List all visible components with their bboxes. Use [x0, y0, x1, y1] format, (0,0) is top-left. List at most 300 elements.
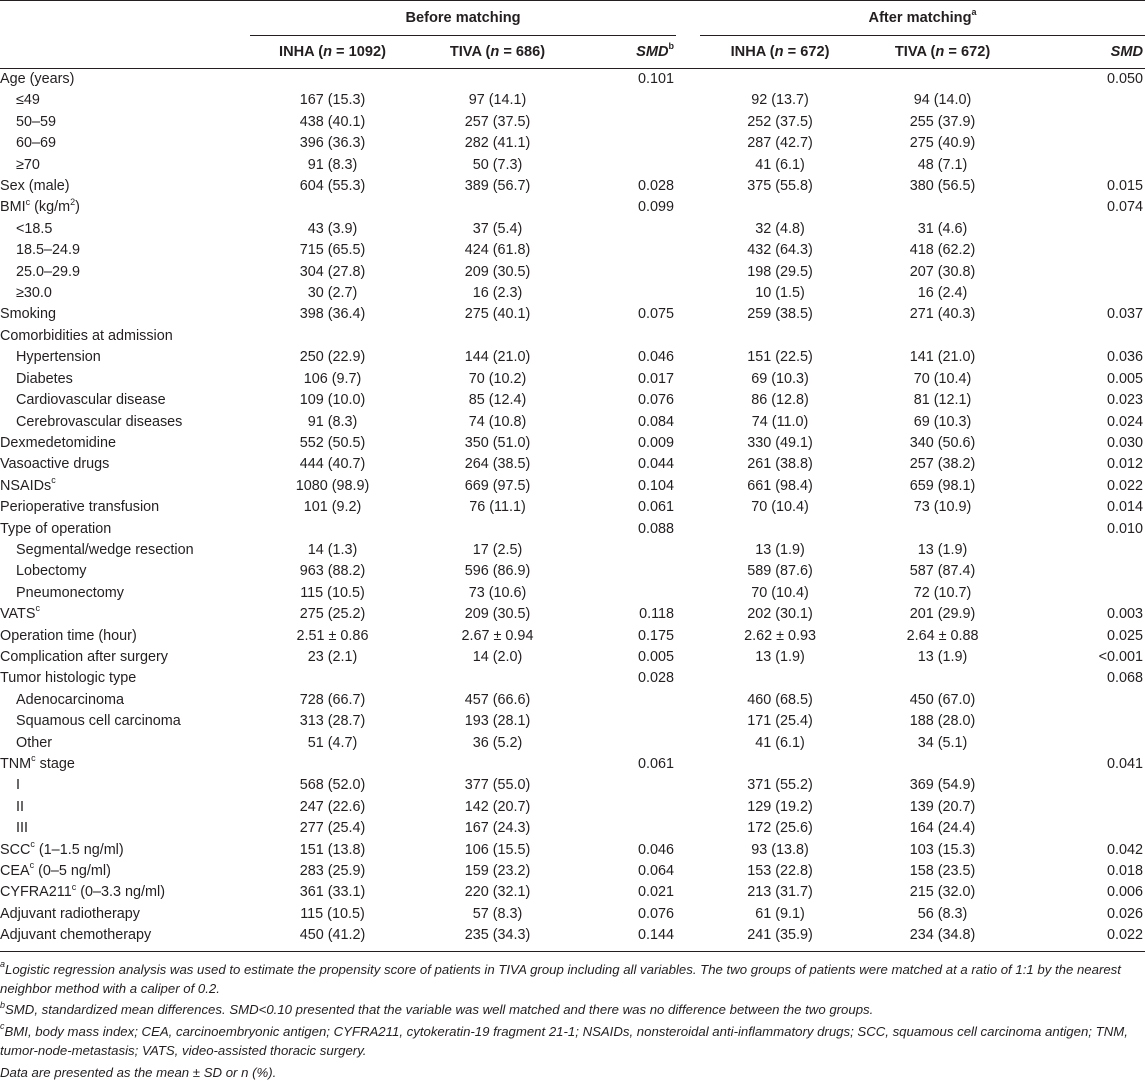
table-row — [0, 304, 1145, 325]
inha-after-cell: 70 (10.4) — [751, 584, 809, 601]
tiva-after-cell: 73 (10.9) — [913, 499, 972, 516]
inha-after-cell — [700, 326, 860, 347]
gap-cell — [676, 775, 700, 796]
tiva-after-cell: 13 (1.9) — [917, 648, 968, 665]
row-label: Cerebrovascular diseases — [16, 413, 183, 430]
tiva-after-cell: 31 (4.6) — [917, 220, 968, 237]
row-label: Diabetes — [16, 370, 73, 387]
inha-before-cell: 728 (66.7) — [299, 691, 366, 708]
table-row — [0, 647, 1145, 668]
smd-after-cell: 0.010 — [1107, 520, 1144, 537]
smd-before-cell — [580, 283, 676, 304]
inha-before-cell: 552 (50.5) — [299, 434, 366, 451]
table-row — [0, 283, 1145, 304]
tiva-after-cell: 158 (23.5) — [909, 863, 976, 880]
inha-after-cell: 371 (55.2) — [747, 777, 813, 794]
inha-after-cell: 32 (4.8) — [755, 220, 805, 237]
tiva-after-cell — [860, 197, 1025, 218]
tiva-after-cell: 257 (38.2) — [909, 456, 976, 473]
gap-cell — [676, 133, 700, 154]
row-label: Squamous cell carcinoma — [16, 713, 181, 730]
inha-after-cell: 198 (29.5) — [747, 263, 813, 280]
tiva-before-cell: 596 (86.9) — [464, 563, 531, 580]
smd-after-cell — [1025, 540, 1145, 561]
tiva-after-cell: 70 (10.4) — [913, 370, 972, 387]
inha-before-cell — [250, 668, 415, 689]
smd-before-cell — [580, 112, 676, 133]
tiva-before-cell: 144 (21.0) — [464, 349, 531, 366]
row-label: 60–69 — [16, 135, 57, 152]
tiva-before-cell: 85 (12.4) — [468, 392, 527, 409]
smd-before-cell: 0.118 — [639, 606, 675, 623]
tiva-before-cell: 17 (2.5) — [472, 541, 523, 558]
row-label: VATS$^c$ — [0, 603, 40, 623]
smd-after-cell: 0.042 — [1107, 841, 1144, 858]
inha-after-cell: 61 (9.1) — [755, 905, 805, 922]
inha-before-cell: 715 (65.5) — [299, 242, 366, 259]
inha-after-cell: 69 (10.3) — [751, 370, 809, 387]
smd-after-cell: 0.024 — [1107, 413, 1144, 430]
row-label: Adjuvant radiotherapy — [0, 905, 140, 922]
row-label: ≥70 — [16, 156, 40, 173]
smd-before-cell: 0.064 — [638, 863, 675, 880]
row-label: Tumor histologic type — [0, 670, 137, 687]
smd-before-cell: 0.076 — [638, 905, 675, 922]
smd-after-cell: 0.041 — [1107, 756, 1144, 772]
tiva-before-cell: 220 (32.1) — [464, 884, 531, 901]
row-label: Segmental/wedge resection — [16, 541, 194, 558]
row-label: Cardiovascular disease — [16, 392, 166, 409]
column-header-row — [0, 36, 1145, 69]
smd-before-cell: 0.104 — [638, 477, 675, 494]
inha-before-cell: 568 (52.0) — [299, 777, 366, 794]
before-matching-header — [250, 1, 676, 36]
inha-after-cell: 74 (11.0) — [751, 413, 809, 430]
row-label: Dexmedetomidine — [0, 434, 116, 451]
inha-before-cell: 91 (8.3) — [307, 413, 358, 430]
table-row — [0, 561, 1145, 582]
row-label: Hypertension — [16, 349, 101, 366]
tiva-after-cell: 81 (12.1) — [913, 392, 972, 409]
row-label: II — [16, 798, 24, 815]
table-row — [0, 668, 1145, 689]
inha-before-cell: 14 (1.3) — [307, 541, 358, 558]
table-row — [0, 626, 1145, 647]
smd-after-cell: 0.036 — [1107, 349, 1144, 366]
inha-before-cell: 247 (22.6) — [299, 798, 366, 815]
row-label: SCC$^c$ (1–1.5 ng/ml) — [0, 838, 124, 858]
inha-before-cell: 361 (33.1) — [299, 884, 366, 901]
gap-cell — [676, 861, 700, 882]
tiva-before-cell: 257 (37.5) — [464, 113, 531, 130]
after-matching-label: After matching — [868, 10, 972, 26]
gap-cell — [676, 326, 700, 347]
row-label: ≥30.0 — [16, 285, 52, 302]
smd-after-cell — [1025, 711, 1145, 732]
inha-before-cell — [250, 326, 415, 347]
gap-cell — [676, 540, 700, 561]
tiva-after-cell — [860, 754, 1025, 775]
table-row — [0, 347, 1145, 368]
row-label: BMI$^c$ $(kg/m^2)$ — [0, 196, 80, 216]
smd-after-cell: 0.026 — [1107, 905, 1144, 922]
inha-after-cell — [700, 668, 860, 689]
row-label: CEA$^c$ (0–5 ng/ml) — [0, 860, 111, 880]
tiva-before-cell: 73 (10.6) — [468, 584, 527, 601]
smd-before-cell: 0.009 — [638, 434, 675, 451]
smd-before-cell — [580, 583, 676, 604]
smd-before-cell: 0.076 — [638, 392, 675, 409]
row-label: <18.5 — [16, 220, 53, 237]
smd-before-cell: 0.144 — [580, 925, 676, 951]
smd-before-cell: 0.005 — [638, 648, 675, 665]
smd-before-cell: 0.084 — [638, 413, 675, 430]
gap-cell — [676, 262, 700, 283]
inha-after-cell: 259 (38.5) — [747, 306, 813, 323]
table-row — [0, 155, 1145, 176]
tiva-before-cell: 264 (38.5) — [464, 456, 531, 473]
row-label: Operation time (hour) — [0, 627, 137, 644]
tiva-before-cell — [415, 519, 580, 540]
gap-cell — [676, 176, 700, 197]
gap-cell — [676, 90, 700, 111]
table-row — [0, 861, 1145, 882]
inha-before-cell: 101 (9.2) — [303, 499, 362, 516]
inha-after-cell: 202 (30.1) — [747, 606, 813, 623]
smd-after-cell — [1025, 797, 1145, 818]
tiva-after-cell: 275 (40.9) — [909, 135, 976, 152]
smd-before-cell: 0.046 — [638, 841, 675, 858]
table-row — [0, 754, 1145, 775]
smd-after-cell — [1025, 133, 1145, 154]
gap-cell — [676, 497, 700, 518]
footnote: Data are presented as the mean ± SD or n (%). — [0, 1064, 277, 1080]
tiva-after-cell — [860, 326, 1025, 347]
gap-cell — [676, 155, 700, 176]
table-row — [0, 262, 1145, 283]
table-row — [0, 775, 1145, 796]
tiva-after-cell: 587 (87.4) — [909, 563, 976, 580]
table-row — [0, 240, 1145, 261]
gap-cell — [676, 369, 700, 390]
tiva-after-cell: 234 (34.8) — [860, 925, 1025, 951]
row-label: Perioperative transfusion — [0, 499, 160, 516]
smd-before-cell — [580, 818, 676, 839]
gap-cell — [676, 240, 700, 261]
tiva-before-cell: 159 (23.2) — [464, 863, 531, 880]
gap-cell — [676, 412, 700, 433]
smd-after-cell: 0.006 — [1107, 884, 1144, 901]
row-label: Comorbidities at admission — [0, 327, 173, 344]
inha-after-cell: 432 (64.3) — [747, 242, 813, 259]
smd-before-header: SMD$^b$ — [580, 36, 676, 69]
tiva-before-cell: 209 (30.5) — [464, 263, 531, 280]
tiva-after-cell: 340 (50.6) — [909, 434, 976, 451]
smd-after-cell: 0.022 — [1107, 477, 1144, 494]
tiva-before-header: TIVA (n = 686) — [415, 36, 580, 69]
row-label: I — [16, 777, 20, 794]
smd-after-cell — [1025, 112, 1145, 133]
tiva-before-cell: 50 (7.3) — [472, 156, 523, 173]
inha-after-cell: 86 (12.8) — [751, 392, 809, 409]
smd-before-cell: 0.021 — [638, 884, 675, 901]
smd-after-cell: 0.023 — [1107, 392, 1144, 409]
tiva-before-cell: 282 (41.1) — [464, 135, 531, 152]
smd-after-cell: 0.074 — [1107, 199, 1144, 216]
tiva-after-cell: 207 (30.8) — [909, 263, 976, 280]
row-label: Lobectomy — [16, 563, 87, 580]
tiva-before-cell: 57 (8.3) — [472, 905, 523, 922]
smd-before-cell: 0.028 — [638, 178, 675, 195]
tiva-before-cell: 74 (10.8) — [468, 413, 527, 430]
inha-before-cell: 438 (40.1) — [299, 113, 366, 130]
inha-after-cell: 129 (19.2) — [747, 798, 813, 815]
smd-before-cell: 0.075 — [638, 306, 675, 323]
tiva-after-cell: 72 (10.7) — [913, 584, 972, 601]
inha-before-cell: 275 (25.2) — [299, 606, 366, 623]
tiva-before-cell: 377 (55.0) — [464, 777, 531, 794]
after-matching-footnote-mark: a — [971, 7, 977, 18]
footnote: $^c$BMI, body mass index; CEA, carcinoembryonic antigen; CYFRA211, cytokeratin-19 fragment 21-1; NSAIDs, nonsteroidal anti-inflammatory drugs; SCC, squamous cell carcinoma antigen; TNM, tumor-node-metastasis; VATS, video-assisted thoracic surgery. — [0, 1021, 1128, 1059]
inha-before-cell: 304 (27.8) — [299, 263, 366, 280]
tiva-after-cell: 94 (14.0) — [913, 92, 972, 109]
before-matching-label: Before matching — [405, 10, 521, 26]
header-spacer — [0, 1, 250, 36]
smd-after-cell: 0.025 — [1107, 627, 1144, 644]
tiva-before-cell: 424 (61.8) — [464, 242, 531, 259]
table-row — [0, 690, 1145, 711]
tiva-before-cell: 76 (11.1) — [469, 499, 526, 516]
table-row — [0, 519, 1145, 540]
gap-cell — [676, 219, 700, 240]
inha-after-cell: 287 (42.7) — [747, 135, 813, 152]
tiva-before-cell: 167 (24.3) — [464, 820, 531, 837]
smd-after-cell: 0.022 — [1025, 925, 1145, 951]
gap-cell — [676, 626, 700, 647]
tiva-after-cell: 164 (24.4) — [909, 820, 976, 837]
smd-after-cell — [1025, 733, 1145, 754]
tiva-before-cell — [415, 69, 580, 91]
footnote: $^a$Logistic regression analysis was used to estimate the propensity score of patients in TIVA group including all variables. The two groups of patients were matched at a ratio of 1:1 by the nearest neighbor method with a caliper of 0.2. — [0, 959, 1121, 997]
gap-cell — [676, 197, 700, 218]
tiva-before-cell: 350 (51.0) — [464, 434, 531, 451]
smd-before-cell: 0.044 — [638, 456, 675, 473]
gap-cell — [676, 690, 700, 711]
smd-before-cell — [580, 90, 676, 111]
inha-before-cell: 2.51 ± 0.86 — [296, 627, 369, 644]
smd-after-cell — [1025, 775, 1145, 796]
smd-after-header: SMD — [1025, 36, 1145, 69]
table-row — [0, 326, 1145, 347]
row-label: Sex (male) — [0, 178, 70, 195]
smd-after-cell — [1025, 818, 1145, 839]
gap-cell — [676, 754, 700, 775]
smd-before-cell — [580, 262, 676, 283]
inha-after-cell: 92 (13.7) — [751, 92, 809, 109]
smd-after-cell — [1025, 155, 1145, 176]
tiva-before-cell: 235 (34.3) — [415, 925, 580, 951]
inha-before-cell — [250, 197, 415, 218]
smd-before-cell: 0.088 — [638, 520, 675, 537]
inha-after-cell: 2.62 ± 0.93 — [744, 627, 816, 644]
tiva-after-cell: 255 (37.9) — [909, 113, 976, 130]
row-label: Type of operation — [0, 520, 112, 537]
table-row — [0, 818, 1145, 839]
gap-cell — [676, 840, 700, 861]
tiva-after-cell: 48 (7.1) — [917, 156, 968, 173]
tiva-after-cell: 141 (21.0) — [909, 349, 976, 366]
gap-cell — [676, 583, 700, 604]
tiva-before-cell: 457 (66.6) — [464, 691, 531, 708]
gap-cell — [676, 304, 700, 325]
inha-before-cell: 250 (22.9) — [299, 349, 366, 366]
gap-cell — [676, 904, 700, 925]
tiva-after-cell: 418 (62.2) — [909, 242, 976, 259]
smd-before-cell: 0.061 — [638, 756, 675, 772]
inha-before-header: INHA (n = 1092) — [250, 36, 415, 69]
row-label: Pneumonectomy — [16, 584, 124, 601]
table-row — [0, 476, 1145, 497]
smd-after-cell: 0.005 — [1107, 370, 1144, 387]
inha-after-cell: 13 (1.9) — [755, 648, 805, 665]
inha-after-header: INHA (n = 672) — [700, 36, 860, 69]
table-row — [0, 133, 1145, 154]
table-row — [0, 176, 1145, 197]
table-row — [0, 711, 1145, 732]
tiva-after-cell: 659 (98.1) — [909, 477, 976, 494]
table-row — [0, 840, 1145, 861]
inha-after-cell: 70 (10.4) — [751, 499, 809, 516]
smd-before-cell: 0.046 — [638, 349, 675, 366]
smd-after-cell — [1025, 583, 1145, 604]
tiva-before-cell: 275 (40.1) — [464, 306, 531, 323]
variable-column-header — [0, 36, 250, 69]
table-body — [0, 69, 1145, 952]
row-label: Adenocarcinoma — [16, 691, 124, 708]
footnote: $^b$SMD, standardized mean differences. SMD<0.10 presented that the variable was well matched and there was no difference between the two groups. — [0, 1000, 874, 1018]
inha-after-cell: 151 (22.5) — [747, 349, 813, 366]
table-row — [0, 733, 1145, 754]
smd-before-cell — [580, 561, 676, 582]
tiva-before-cell: 14 (2.0) — [472, 648, 523, 665]
table-row — [0, 540, 1145, 561]
tiva-after-cell: 103 (15.3) — [909, 841, 976, 858]
gap-cell — [676, 283, 700, 304]
tiva-after-cell: 13 (1.9) — [917, 541, 968, 558]
row-label: 50–59 — [16, 113, 57, 130]
gap-cell — [676, 797, 700, 818]
inha-after-cell: 153 (22.8) — [747, 863, 813, 880]
smd-after-cell: 0.018 — [1107, 863, 1144, 880]
row-label: TNM$^c$ stage — [0, 753, 75, 772]
inha-after-cell: 10 (1.5) — [755, 285, 805, 302]
gap-cell — [676, 347, 700, 368]
inha-before-cell: 30 (2.7) — [307, 285, 358, 302]
inha-before-cell: 51 (4.7) — [307, 734, 358, 751]
gap-cell — [676, 733, 700, 754]
smd-after-cell: 0.030 — [1107, 434, 1144, 451]
gap-cell — [676, 476, 700, 497]
table-row — [0, 604, 1145, 625]
tiva-after-cell: 34 (5.1) — [917, 734, 968, 751]
tiva-after-cell — [860, 69, 1025, 91]
table-row — [0, 583, 1145, 604]
table-row — [0, 412, 1145, 433]
inha-before-cell: 283 (25.9) — [299, 863, 366, 880]
inha-after-cell: 41 (6.1) — [755, 734, 805, 751]
inha-before-cell: 963 (88.2) — [299, 563, 366, 580]
tiva-after-cell: 139 (20.7) — [909, 798, 976, 815]
row-label: 18.5–24.9 — [16, 242, 81, 259]
header-gap — [676, 1, 700, 36]
tiva-after-cell: 215 (32.0) — [909, 884, 976, 901]
smd-before-cell — [580, 775, 676, 796]
tiva-before-cell: 209 (30.5) — [464, 606, 531, 623]
tiva-before-cell: 97 (14.1) — [468, 92, 527, 109]
inha-after-cell: 241 (35.9) — [700, 925, 860, 951]
table-row — [0, 882, 1145, 903]
inha-after-cell — [700, 197, 860, 218]
tiva-after-cell: 201 (29.9) — [909, 606, 976, 623]
inha-before-cell: 23 (2.1) — [307, 648, 358, 665]
smd-before-cell — [580, 540, 676, 561]
smd-before-cell: 0.017 — [638, 370, 675, 387]
inha-before-cell: 115 (10.5) — [300, 584, 365, 601]
inha-before-cell: 604 (55.3) — [299, 178, 366, 195]
row-label: III — [16, 820, 28, 837]
table-row — [0, 369, 1145, 390]
inha-after-cell: 330 (49.1) — [747, 434, 813, 451]
table-row — [0, 797, 1145, 818]
inha-before-cell — [250, 519, 415, 540]
gap-cell — [676, 925, 700, 951]
inha-after-cell: 213 (31.7) — [747, 884, 813, 901]
row-label: CYFRA211$^c$ (0–3.3 ng/ml) — [0, 881, 166, 901]
tiva-before-cell — [415, 326, 580, 347]
inha-before-cell: 115 (10.5) — [300, 905, 365, 922]
tiva-after-cell: 16 (2.4) — [917, 285, 968, 302]
row-label: Smoking — [0, 306, 56, 323]
gap-cell — [676, 390, 700, 411]
inha-after-cell: 13 (1.9) — [755, 541, 805, 558]
after-matching-header — [700, 1, 1145, 36]
inha-before-cell: 109 (10.0) — [299, 392, 366, 409]
tiva-after-cell: 271 (40.3) — [909, 306, 976, 323]
table-row — [0, 390, 1145, 411]
inha-before-cell: 313 (28.7) — [299, 713, 366, 730]
tiva-before-cell: 2.67 ± 0.94 — [461, 627, 534, 644]
smd-after-cell: 0.003 — [1107, 606, 1144, 623]
inha-after-cell — [700, 519, 860, 540]
row-label: Age (years) — [0, 71, 75, 87]
tiva-after-cell: 450 (67.0) — [909, 691, 976, 708]
tiva-after-cell — [860, 519, 1025, 540]
inha-before-cell: 151 (13.8) — [299, 841, 366, 858]
gap-cell — [676, 69, 700, 91]
inha-before-cell: 398 (36.4) — [299, 306, 366, 323]
gap-cell — [676, 561, 700, 582]
tiva-after-header: TIVA (n = 672) — [860, 36, 1025, 69]
table-row — [0, 219, 1145, 240]
inha-before-cell: 396 (36.3) — [299, 135, 366, 152]
inha-after-cell: 460 (68.5) — [747, 691, 813, 708]
inha-before-cell: 450 (41.2) — [250, 925, 415, 951]
smd-after-cell — [1025, 326, 1145, 347]
tiva-after-cell: 69 (10.3) — [913, 413, 972, 430]
inha-before-cell — [250, 69, 415, 91]
group-header-row — [0, 1, 1145, 36]
smd-after-cell — [1025, 561, 1145, 582]
